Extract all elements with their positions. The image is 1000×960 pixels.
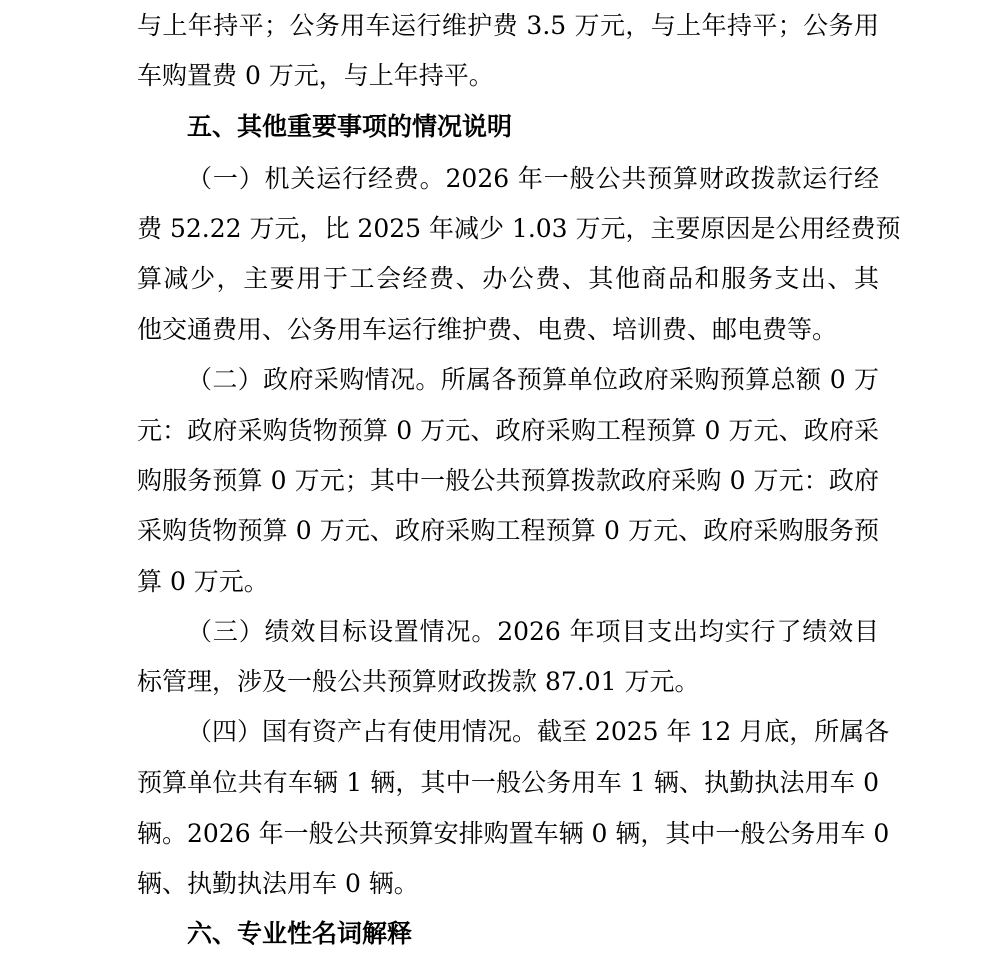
item-2-line-2: 元：政府采购货物预算 0 万元、政府采购工程预算 0 万元、政府采 xyxy=(137,416,879,445)
section-5-heading: 五、其他重要事项的情况说明 xyxy=(187,112,513,141)
item-1-line-2: 费 52.22 万元，比 2025 年减少 1.03 万元，主要原因是公用经费预 xyxy=(137,214,901,243)
intro-line-2: 车购置费 0 万元，与上年持平。 xyxy=(137,61,494,90)
item-1-line-1: （一）机关运行经费。2026 年一般公共预算财政拨款运行经 xyxy=(187,164,879,193)
item-2-line-5: 算 0 万元。 xyxy=(137,567,269,596)
item-4-line-3: 辆。2026 年一般公共预算安排购置车辆 0 辆，其中一般公务用车 0 xyxy=(137,819,890,848)
item-2-line-1: （二）政府采购情况。所属各预算单位政府采购预算总额 0 万 xyxy=(187,365,879,394)
item-1-line-4: 他交通费用、公务用车运行维护费、电费、培训费、邮电费等。 xyxy=(137,315,838,344)
item-4-line-1: （四）国有资产占有使用情况。截至 2025 年 12 月底，所属各 xyxy=(187,717,890,746)
item-3-line-2: 标管理，涉及一般公共预算财政拨款 87.01 万元。 xyxy=(137,667,700,696)
item-2-line-4: 采购货物预算 0 万元、政府采购工程预算 0 万元、政府采购服务预 xyxy=(137,516,879,545)
intro-line-1: 与上年持平；公务用车运行维护费 3.5 万元，与上年持平；公务用 xyxy=(137,11,879,40)
item-1-line-3: 算减少，主要用于工会经费、办公费、其他商品和服务支出、其 xyxy=(137,264,879,293)
item-4-line-4: 辆、执勤执法用车 0 辆。 xyxy=(137,869,419,898)
item-4-line-2: 预算单位共有车辆 1 辆，其中一般公务用车 1 辆、执勤执法用车 0 xyxy=(137,768,879,797)
item-2-line-3: 购服务预算 0 万元；其中一般公共预算拨款政府采购 0 万元：政府 xyxy=(137,466,879,495)
item-3-line-1: （三）绩效目标设置情况。2026 年项目支出均实行了绩效目 xyxy=(187,617,879,646)
section-6-heading: 六、专业性名词解释 xyxy=(187,919,413,948)
